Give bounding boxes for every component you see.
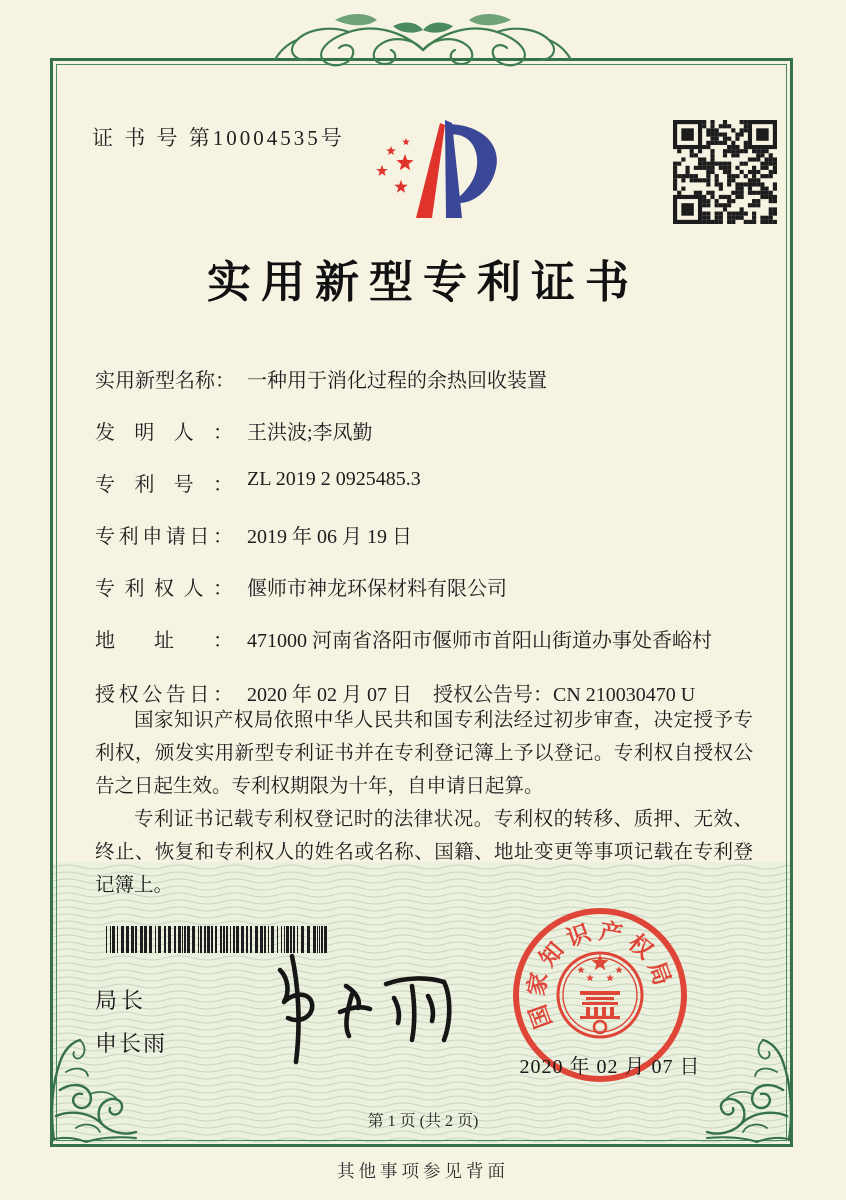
field-label: 专利申请日：: [95, 526, 233, 548]
field-label: 发明人：: [95, 422, 233, 444]
svg-text:识: 识: [563, 920, 594, 952]
svg-text:知: 知: [534, 937, 569, 972]
field-value: 一种用于消化过程的余热回收装置: [247, 370, 547, 392]
top-flourish-ornament: [273, 2, 573, 82]
svg-text:国: 国: [525, 1001, 557, 1032]
svg-text:权: 权: [623, 929, 658, 964]
legal-text: [95, 704, 753, 902]
director-name: 申长雨: [95, 1031, 168, 1056]
field-label: 专利权人：: [95, 578, 233, 600]
certificate-number: 证 书 号 第10004535号: [92, 126, 345, 150]
field-row: [95, 520, 755, 572]
qr-code-icon: [673, 120, 777, 224]
field-list: [95, 364, 755, 676]
cnipa-patent-logo-icon: [348, 106, 518, 236]
field-value: 王洪波;李凤勤: [247, 422, 373, 444]
field-value: 471000 河南省洛阳市偃师市首阳山街道办事处香峪村: [247, 630, 712, 652]
field-label: 地址：: [95, 630, 233, 652]
director-title: 局长: [95, 988, 148, 1013]
field-value: 2019 年 06 月 19 日: [247, 526, 412, 548]
field-value: 偃师市神龙环保材料有限公司: [247, 578, 507, 600]
svg-text:局: 局: [643, 958, 675, 989]
field-row: [95, 624, 755, 676]
handwritten-signature-icon: [228, 950, 463, 1068]
national-emblem: [558, 953, 642, 1037]
grant-no-label: 授权公告号：: [433, 684, 553, 706]
corner-flourish-icon: [46, 1032, 141, 1144]
grant-no-value: CN 210030470 U: [553, 684, 696, 706]
field-row: [95, 416, 755, 468]
grant-no-group: [433, 678, 695, 707]
legal-paragraph: 专利证书记载专利权登记时的法律状况。专利权的转移、质押、无效、终止、恢复和专利权人的姓名或名称、国籍、地址变更等事项记载在专利登记簿上。: [95, 809, 753, 896]
field-row: [95, 572, 755, 624]
grant-date-value: 2020 年 02 月 07 日: [247, 684, 412, 706]
legal-paragraph: 国家知识产权局依照中华人民共和国专利法经过初步审查，决定授予专利权，颁发实用新型专利证书并在专利登记簿上予以登记。专利权自授权公告之日起生效。专利权期限为十年，自申请日起算。: [95, 710, 753, 797]
field-label: 专利号：: [95, 474, 233, 496]
field-label: 实用新型名称：: [95, 370, 235, 392]
corner-flourish-icon: [702, 1032, 797, 1144]
barcode-icon: [104, 926, 332, 953]
field-value: ZL 2019 2 0925485.3: [247, 468, 421, 490]
seal-date: 2020 年 02 月 07 日: [519, 1056, 701, 1078]
back-note: 其他事项参见背面: [337, 1161, 509, 1181]
grant-row: [95, 678, 775, 707]
certificate-title: 实用新型专利证书: [207, 258, 639, 307]
svg-text:家: 家: [523, 970, 553, 998]
page-number: 第 1 页 (共 2 页): [367, 1113, 479, 1130]
field-row: [95, 364, 755, 416]
field-row: [95, 468, 755, 520]
svg-text:产: 产: [597, 918, 625, 948]
grant-date-label: 授权公告日：: [95, 684, 233, 706]
